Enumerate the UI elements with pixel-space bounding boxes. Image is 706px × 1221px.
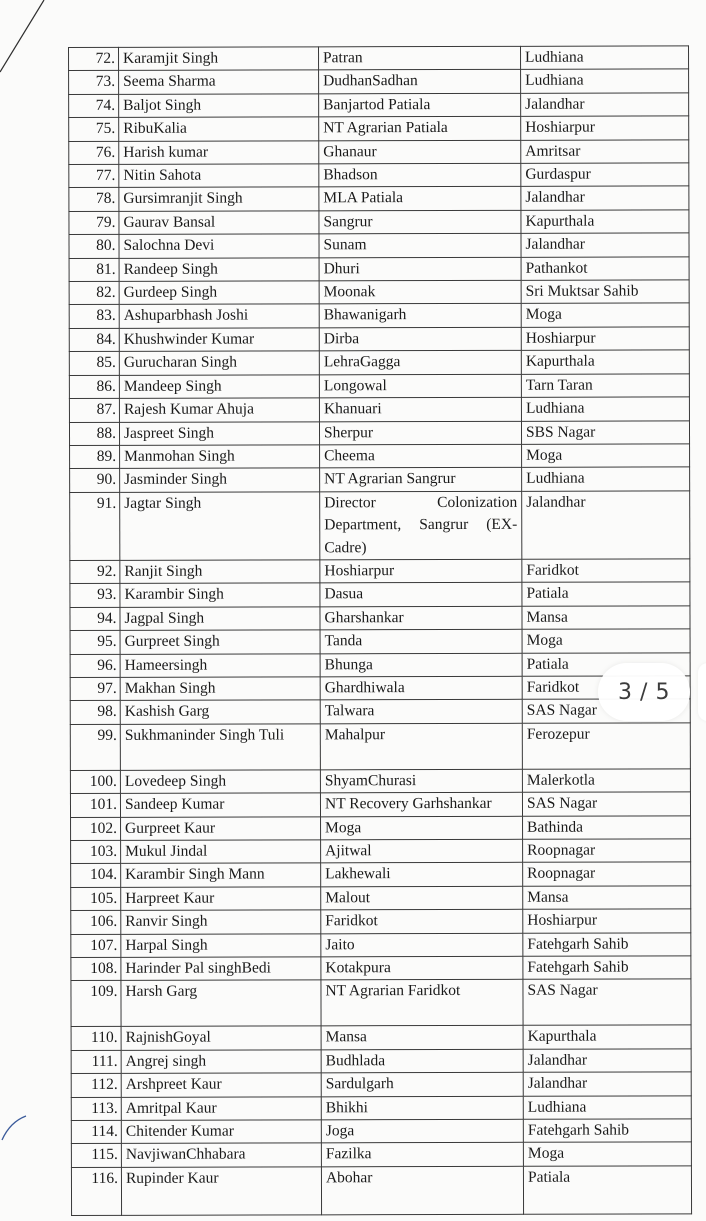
table-row: [70, 792, 690, 817]
serial-number-cell: 87.: [69, 398, 119, 422]
posted-from-cell: Bhikhi: [321, 1096, 523, 1120]
posted-from-cell: Ajitwal: [321, 839, 523, 863]
posted-from-cell: MLA Patiala: [319, 187, 521, 211]
employee-name-cell: Karamjit Singh: [119, 47, 319, 71]
posted-to-cell: Jalandhar: [522, 491, 690, 560]
table-row: [71, 1119, 691, 1144]
table-row: [71, 886, 691, 911]
posted-from-cell: Kotakpura: [321, 956, 523, 980]
posted-to-cell: Kapurthala: [521, 350, 689, 374]
table-row: [71, 1072, 691, 1097]
table-row: [71, 1166, 691, 1216]
serial-number-cell: 102.: [71, 817, 121, 841]
posted-from-cell: Khanuari: [319, 397, 521, 421]
posted-from-cell: Dhuri: [319, 257, 521, 281]
posted-to-cell: Roopnagar: [523, 862, 691, 886]
posted-to-cell: Bathinda: [523, 815, 691, 839]
serial-number-cell: 108.: [71, 957, 121, 981]
table-row: [69, 233, 689, 258]
posted-to-cell: Hoshiarpur: [523, 909, 691, 933]
serial-number-cell: 101.: [70, 794, 120, 818]
posted-to-cell: Kapurthala: [521, 210, 689, 234]
table-row: [70, 723, 690, 771]
table-row: [69, 350, 689, 375]
employee-name-cell: Karambir Singh Mann: [121, 863, 321, 887]
employee-name-cell: Gurucharan Singh: [119, 351, 319, 375]
serial-number-cell: 103.: [71, 840, 121, 864]
employee-name-cell: Gaurav Bansal: [119, 211, 319, 235]
table-row: [71, 932, 691, 957]
serial-number-cell: 91.: [70, 492, 120, 560]
posted-from-cell: Sherpur: [319, 421, 521, 445]
posted-from-cell: Ghardhiwala: [320, 676, 522, 700]
serial-number-cell: 81.: [69, 258, 119, 282]
posted-to-cell: Fatehgarh Sahib: [523, 956, 691, 980]
posted-to-cell: Mansa: [522, 606, 690, 630]
posted-from-cell: DudhanSadhan: [319, 70, 521, 94]
table-row: [69, 327, 689, 352]
pen-tick-mark: [0, 1100, 40, 1150]
employee-name-cell: Rajesh Kumar Ahuja: [119, 398, 319, 422]
serial-number-cell: 95.: [70, 631, 120, 655]
posted-from-cell: Cheema: [320, 444, 522, 468]
table-row: [70, 444, 690, 469]
serial-number-cell: 105.: [71, 887, 121, 911]
table-row: [70, 467, 690, 492]
posted-to-cell: Ludhiana: [520, 46, 688, 70]
table-row: [69, 186, 689, 211]
serial-number-cell: 74.: [69, 94, 119, 118]
posted-to-cell: Patiala: [522, 652, 690, 676]
serial-number-cell: 90.: [70, 469, 120, 493]
employee-name-cell: Jasminder Singh: [120, 468, 320, 492]
employee-name-cell: Gurpreet Singh: [120, 630, 320, 654]
table-row: [69, 116, 689, 141]
employee-name-cell: Harinder Pal singhBedi: [121, 957, 321, 981]
posted-from-cell: Director Colonization Department, Sangrur (EX-Cadre): [320, 491, 522, 560]
posted-from-cell: Patran: [319, 46, 521, 70]
posted-from-cell: Joga: [321, 1119, 523, 1143]
employee-name-cell: Salochna Devi: [119, 234, 319, 258]
posted-from-cell: NT Recovery Garhshankar: [320, 793, 522, 817]
posted-from-cell: Budhlada: [321, 1049, 523, 1073]
posted-to-cell: Moga: [521, 303, 689, 327]
posted-from-cell: Dirba: [319, 327, 521, 351]
posted-to-cell: Fatehgarh Sahib: [523, 1119, 691, 1143]
employee-name-cell: Khushwinder Kumar: [119, 328, 319, 352]
table-row: [70, 769, 690, 794]
table-row: [71, 956, 691, 981]
posted-from-cell: Longowal: [319, 374, 521, 398]
employee-name-cell: Harsh Garg: [121, 980, 321, 1027]
employee-name-cell: Sandeep Kumar: [120, 793, 320, 817]
table-row: [71, 815, 691, 840]
posted-from-cell: Tanda: [320, 629, 522, 653]
pen-stroke-mark: [0, 0, 60, 90]
serial-number-cell: 115.: [71, 1144, 121, 1168]
serial-number-cell: 109.: [71, 981, 121, 1027]
posted-to-cell: Faridkot: [522, 559, 690, 583]
serial-number-cell: 99.: [70, 724, 120, 770]
posted-to-cell: Patiala: [522, 582, 690, 606]
table-row: [71, 862, 691, 887]
employee-name-cell: Jagtar Singh: [120, 492, 320, 561]
posted-to-cell: Moga: [522, 629, 690, 653]
posted-to-cell: Malerkotla: [522, 769, 690, 793]
posted-to-cell: Moga: [523, 1142, 691, 1166]
employee-name-cell: Hameersingh: [120, 653, 320, 677]
serial-number-cell: 116.: [71, 1167, 121, 1215]
posted-to-cell: Tarn Taran: [521, 374, 689, 398]
table-row: [69, 374, 689, 399]
posted-from-cell: LehraGagga: [319, 351, 521, 375]
page-indicator: 3 / 5: [598, 663, 690, 721]
posted-from-cell: Talwara: [320, 700, 522, 724]
posted-to-cell: Ludhiana: [521, 69, 689, 93]
posted-to-cell: Sri Muktsar Sahib: [521, 280, 689, 304]
table-row: [71, 1049, 691, 1074]
table-row: [69, 140, 689, 165]
serial-number-cell: 114.: [71, 1120, 121, 1144]
posted-from-cell: Faridkot: [321, 910, 523, 934]
table-row: [71, 1025, 691, 1050]
table-row: [69, 420, 689, 445]
employee-name-cell: Amritpal Kaur: [121, 1096, 321, 1120]
posted-to-cell: Hoshiarpur: [521, 327, 689, 351]
posted-to-cell: Jalandhar: [521, 233, 689, 257]
posted-to-cell: Ferozepur: [522, 723, 690, 769]
table-row: [69, 210, 689, 235]
employee-name-cell: Makhan Singh: [120, 677, 320, 701]
employee-name-cell: Karambir Singh: [120, 583, 320, 607]
employee-name-cell: Seema Sharma: [119, 70, 319, 94]
employee-name-cell: RajnishGoyal: [121, 1026, 321, 1050]
employee-name-cell: Nitin Sahota: [119, 164, 319, 188]
posted-from-cell: Moonak: [319, 280, 521, 304]
employee-name-cell: Sukhmaninder Singh Tuli: [120, 724, 320, 771]
serial-number-cell: 98.: [70, 701, 120, 725]
table-row: [70, 652, 690, 677]
serial-number-cell: 94.: [70, 607, 120, 631]
employee-name-cell: Arshpreet Kaur: [121, 1073, 321, 1097]
posted-to-cell: Fatehgarh Sahib: [523, 932, 691, 956]
employee-name-cell: Jaspreet Singh: [119, 421, 319, 445]
employee-name-cell: Lovedeep Singh: [120, 770, 320, 794]
employee-name-cell: Chitender Kumar: [121, 1120, 321, 1144]
serial-number-cell: 77.: [69, 164, 119, 188]
posted-from-cell: Sunam: [319, 234, 521, 258]
posted-to-cell: Ludhiana: [522, 467, 690, 491]
table-row: [70, 629, 690, 654]
serial-number-cell: 104.: [71, 864, 121, 888]
table-row: [69, 163, 689, 188]
posted-from-cell: Sangrur: [319, 210, 521, 234]
serial-number-cell: 79.: [69, 211, 119, 235]
serial-number-cell: 100.: [70, 770, 120, 794]
employee-name-cell: Jagpal Singh: [120, 607, 320, 631]
serial-number-cell: 83.: [69, 305, 119, 329]
employee-name-cell: NavjiwanChhabara: [121, 1143, 321, 1167]
posted-to-cell: Gurdaspur: [521, 163, 689, 187]
posted-from-cell: Fazilka: [321, 1143, 523, 1167]
table-row: [69, 397, 689, 422]
employee-name-cell: RibuKalia: [119, 117, 319, 141]
posted-from-cell: NT Agrarian Sangrur: [320, 468, 522, 492]
serial-number-cell: 82.: [69, 281, 119, 305]
employee-name-cell: Angrej singh: [121, 1050, 321, 1074]
posted-to-cell: Mansa: [523, 886, 691, 910]
posted-to-cell: Amritsar: [521, 140, 689, 164]
employee-name-cell: Harish kumar: [119, 140, 319, 164]
posted-to-cell: Jalandhar: [523, 1049, 691, 1073]
employee-name-cell: Gurdeep Singh: [119, 281, 319, 305]
serial-number-cell: 110.: [71, 1027, 121, 1051]
employee-name-cell: Gursimranjit Singh: [119, 187, 319, 211]
table-row: [69, 46, 689, 71]
posted-from-cell: Jaito: [321, 933, 523, 957]
employee-name-cell: Mandeep Singh: [119, 375, 319, 399]
next-page-edge[interactable]: [698, 663, 706, 721]
table-row: [70, 491, 690, 561]
employee-name-cell: Harpreet Kaur: [121, 887, 321, 911]
table-row: [71, 1096, 691, 1121]
serial-number-cell: 113.: [71, 1097, 121, 1121]
serial-number-cell: 96.: [70, 654, 120, 678]
employee-name-cell: Harpal Singh: [121, 933, 321, 957]
posted-to-cell: SAS Nagar: [523, 979, 691, 1025]
table-row: [71, 909, 691, 934]
posted-to-cell: Patiala: [523, 1166, 691, 1214]
posted-to-cell: SAS Nagar: [522, 792, 690, 816]
serial-number-cell: 72.: [69, 47, 119, 71]
serial-number-cell: 84.: [69, 328, 119, 352]
employee-name-cell: Ranjit Singh: [120, 560, 320, 584]
posted-from-cell: Mahalpur: [320, 723, 522, 770]
posted-from-cell: Gharshankar: [320, 606, 522, 630]
serial-number-cell: 92.: [70, 560, 120, 584]
posted-to-cell: Kapurthala: [523, 1025, 691, 1049]
table-row: [69, 93, 689, 118]
posted-to-cell: Jalandhar: [521, 186, 689, 210]
table-row: [70, 606, 690, 631]
serial-number-cell: 107.: [71, 934, 121, 958]
posted-from-cell: NT Agrarian Patiala: [319, 117, 521, 141]
employee-name-cell: Mukul Jindal: [121, 840, 321, 864]
employee-name-cell: Ashuparbhash Joshi: [119, 304, 319, 328]
posted-to-cell: Jalandhar: [523, 1072, 691, 1096]
serial-number-cell: 86.: [69, 375, 119, 399]
employee-name-cell: Manmohan Singh: [120, 445, 320, 469]
posted-to-cell: Jalandhar: [521, 93, 689, 117]
table-row: [69, 257, 689, 282]
serial-number-cell: 76.: [69, 141, 119, 165]
posted-from-cell: Hoshiarpur: [320, 559, 522, 583]
employee-name-cell: Ranvir Singh: [121, 910, 321, 934]
posted-from-cell: Malout: [321, 886, 523, 910]
posted-to-cell: SAS Nagar: [522, 699, 690, 723]
posted-to-cell: Ludhiana: [523, 1096, 691, 1120]
table-row: [70, 559, 690, 584]
posted-to-cell: Moga: [522, 444, 690, 468]
posted-from-cell: Banjartod Patiala: [319, 93, 521, 117]
posted-from-cell: Bhawanigarh: [319, 304, 521, 328]
employee-name-cell: Kashish Garg: [120, 700, 320, 724]
posted-from-cell: Abohar: [321, 1166, 523, 1215]
serial-number-cell: 111.: [71, 1050, 121, 1074]
serial-number-cell: 75.: [69, 118, 119, 142]
serial-number-cell: 88.: [69, 422, 119, 446]
table-row: [70, 699, 690, 724]
table-row: [69, 303, 689, 328]
posted-from-cell: Bhadson: [319, 163, 521, 187]
serial-number-cell: 106.: [71, 911, 121, 935]
table-row: [69, 69, 689, 94]
employee-name-cell: Rupinder Kaur: [121, 1167, 321, 1216]
serial-number-cell: 73.: [69, 71, 119, 95]
serial-number-cell: 97.: [70, 677, 120, 701]
posted-to-cell: Roopnagar: [523, 839, 691, 863]
table-row: [71, 979, 691, 1027]
employee-name-cell: Baljot Singh: [119, 94, 319, 118]
employee-name-cell: Gurpreet Kaur: [121, 816, 321, 840]
posted-from-cell: Dasua: [320, 583, 522, 607]
posted-to-cell: Ludhiana: [521, 397, 689, 421]
posted-from-cell: ShyamChurasi: [320, 769, 522, 793]
transfer-table: [68, 45, 692, 1215]
table-row: [70, 582, 690, 607]
posted-from-cell: Lakhewali: [321, 863, 523, 887]
posted-to-cell: Pathankot: [521, 257, 689, 281]
employee-name-cell: Randeep Singh: [119, 257, 319, 281]
posted-from-cell: Mansa: [321, 1026, 523, 1050]
posted-to-cell: Faridkot: [522, 676, 690, 700]
posted-from-cell: Ghanaur: [319, 140, 521, 164]
posted-from-cell: Sardulgarh: [321, 1073, 523, 1097]
posted-from-cell: Bhunga: [320, 653, 522, 677]
posted-from-cell: NT Agrarian Faridkot: [321, 980, 523, 1027]
serial-number-cell: 80.: [69, 235, 119, 259]
posted-to-cell: Hoshiarpur: [521, 116, 689, 140]
table-row: [69, 280, 689, 305]
table-row: [71, 1142, 691, 1167]
serial-number-cell: 93.: [70, 584, 120, 608]
table-row: [71, 839, 691, 864]
serial-number-cell: 85.: [69, 352, 119, 376]
posted-from-cell: Moga: [321, 816, 523, 840]
posted-to-cell: SBS Nagar: [521, 420, 689, 444]
serial-number-cell: 112.: [71, 1074, 121, 1098]
serial-number-cell: 78.: [69, 188, 119, 212]
serial-number-cell: 89.: [70, 445, 120, 469]
